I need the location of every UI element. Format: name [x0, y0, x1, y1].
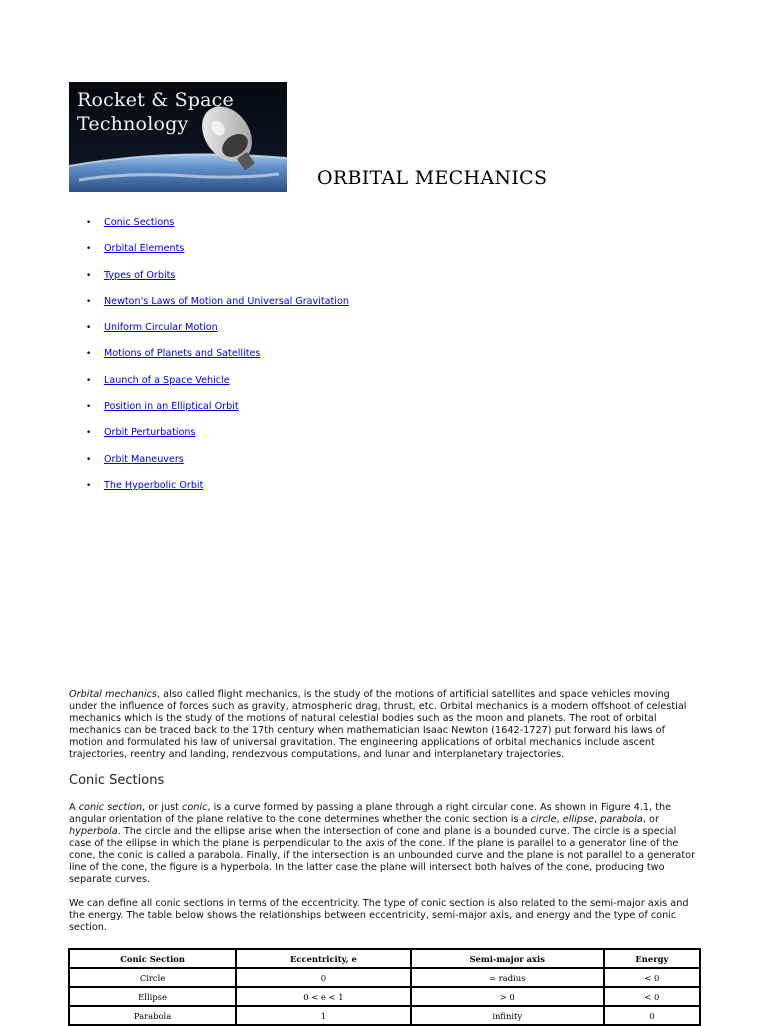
- conic-paragraph: [69, 802, 701, 886]
- table-of-contents: [69, 215, 349, 504]
- table-cell: = radius: [411, 968, 604, 987]
- toc-item: [69, 373, 349, 399]
- toc-link-orbital-elements[interactable]: Orbital Elements: [104, 243, 185, 255]
- text-span: , or just: [142, 802, 183, 813]
- toc-item: [69, 215, 349, 241]
- table-row: [69, 1006, 700, 1025]
- intro-term: Orbital mechanics: [69, 689, 157, 700]
- toc-link-orbit-maneuvers[interactable]: Orbit Maneuvers: [104, 453, 184, 465]
- bullet-icon: •: [86, 480, 92, 491]
- toc-item: [69, 452, 349, 478]
- toc-link-uniform-circular-motion[interactable]: Uniform Circular Motion: [104, 322, 218, 334]
- toc-link-newtons-laws[interactable]: Newton's Laws of Motion and Universal Gravitation: [104, 295, 349, 307]
- bullet-icon: •: [86, 375, 92, 386]
- bullet-icon: •: [86, 454, 92, 465]
- text-span: , or: [642, 814, 659, 825]
- table-cell: 0 < e < 1: [236, 987, 411, 1006]
- table-cell: Circle: [69, 968, 236, 987]
- toc-item: [69, 320, 349, 346]
- term-circle: circle: [530, 814, 557, 825]
- bullet-icon: •: [86, 270, 92, 281]
- term-hyperbola: hyperbola: [69, 826, 118, 837]
- toc-item: [69, 399, 349, 425]
- toc-link-launch-of-space-vehicle[interactable]: Launch of a Space Vehicle: [104, 374, 230, 386]
- table-cell: 0: [236, 968, 411, 987]
- toc-link-hyperbolic-orbit[interactable]: The Hyperbolic Orbit: [104, 479, 204, 491]
- conic-section-table: [68, 948, 701, 1026]
- toc-item: [69, 241, 349, 267]
- bullet-icon: •: [86, 218, 92, 228]
- text-span: ,: [593, 814, 601, 825]
- table-cell: < 0: [604, 987, 700, 1006]
- toc-item: [69, 478, 349, 504]
- header-semi-major-axis: Semi-major axis: [411, 949, 604, 968]
- toc-item: [69, 294, 349, 320]
- eccentricity-paragraph: We can define all conic sections in terms of the eccentricity. The type of conic section is also related to the semi-major axis and the energy. The table below shows the relationships between eccentricity, semi-major axis, and energy and the type of conic section.: [69, 898, 689, 933]
- header-conic-section: Conic Section: [69, 949, 236, 968]
- intro-text: , also called flight mechanics, is the study of the motions of artificial satellites and space vehicles moving under the influence of forces such as gravity, atmospheric drag, thrust, etc. Orbital mechanics is a modern offshoot of celestial mechanics which is the study of the motions of natural celestial bodies such as the moon and planets. The root of orbital mechanics can be traced back to the 17th century when mathematician Isaac Newton (1642-1727) put forward his laws of motion and formulated his law of universal gravitation. The engineering applications of orbital mechanics include ascent trajectories, reentry and landing, rendezvous computations, and lunar and interplanetary trajectories.: [69, 689, 687, 760]
- toc-link-conic-sections[interactable]: Conic Sections: [104, 217, 175, 228]
- separator-dot: ·: [66, 674, 68, 681]
- table-cell: Parabola: [69, 1006, 236, 1025]
- toc-item: [69, 346, 349, 372]
- table-row: [69, 987, 700, 1006]
- section-heading-conic-sections: Conic Sections: [69, 773, 165, 788]
- banner-title-line1: Rocket & Space: [77, 89, 234, 111]
- term-ellipse: ellipse: [562, 814, 594, 825]
- bullet-icon: •: [86, 296, 92, 307]
- text-span: ,: [556, 814, 563, 825]
- bullet-icon: •: [86, 428, 92, 439]
- table-cell: < 0: [604, 968, 700, 987]
- table-cell: Ellipse: [69, 987, 236, 1006]
- bullet-icon: •: [86, 402, 92, 413]
- conic-table-wrapper: [68, 948, 701, 1026]
- table-cell: 1: [236, 1006, 411, 1025]
- intro-paragraph: [69, 689, 701, 761]
- table-cell: 0: [604, 1006, 700, 1025]
- table-cell: > 0: [411, 987, 604, 1006]
- toc-link-motions-of-planets[interactable]: Motions of Planets and Satellites: [104, 348, 261, 360]
- table-row: [69, 968, 700, 987]
- toc-link-position-elliptical-orbit[interactable]: Position in an Elliptical Orbit: [104, 401, 239, 413]
- term-parabola: parabola: [600, 814, 643, 825]
- header-energy: Energy: [604, 949, 700, 968]
- bullet-icon: •: [86, 244, 92, 255]
- toc-link-types-of-orbits[interactable]: Types of Orbits: [104, 269, 176, 281]
- page-title: ORBITAL MECHANICS: [317, 167, 548, 189]
- banner-title: [77, 88, 234, 136]
- toc-item: [69, 425, 349, 451]
- toc-item: [69, 268, 349, 294]
- banner-image: [69, 82, 287, 192]
- text-span: . The circle and the ellipse arise when the intersection of cone and plane is a bounded curve. The circle is a special case of the ellipse in which the plane is perpendicular to the axis of the cone. If the plane is parallel to a generator line of the cone, the conic is called a parabola. Finally, if the intersection is an unbounded curve and the plane is not parallel to a generator line of the cone, the figure is a hyperbola. In the latter case the plane will intersect both halves of the cone, producing two separate curves.: [69, 826, 696, 885]
- text-span: A: [69, 802, 79, 813]
- text-span: , is a curve formed by passing a plane through a right circular cone. As shown in Figure 4.1, the angular orientation of the plane relative to the cone determines whether the conic section is a: [69, 802, 672, 825]
- banner-title-line2: Technology: [77, 113, 189, 135]
- term-conic: conic: [182, 802, 208, 813]
- header-eccentricity: Eccentricity, e: [236, 949, 411, 968]
- toc-link-orbit-perturbations[interactable]: Orbit Perturbations: [104, 427, 196, 439]
- bullet-icon: •: [86, 349, 92, 360]
- table-header-row: [69, 949, 700, 968]
- term-conic-section: conic section: [78, 802, 143, 813]
- bullet-icon: •: [86, 323, 92, 334]
- table-cell: infinity: [411, 1006, 604, 1025]
